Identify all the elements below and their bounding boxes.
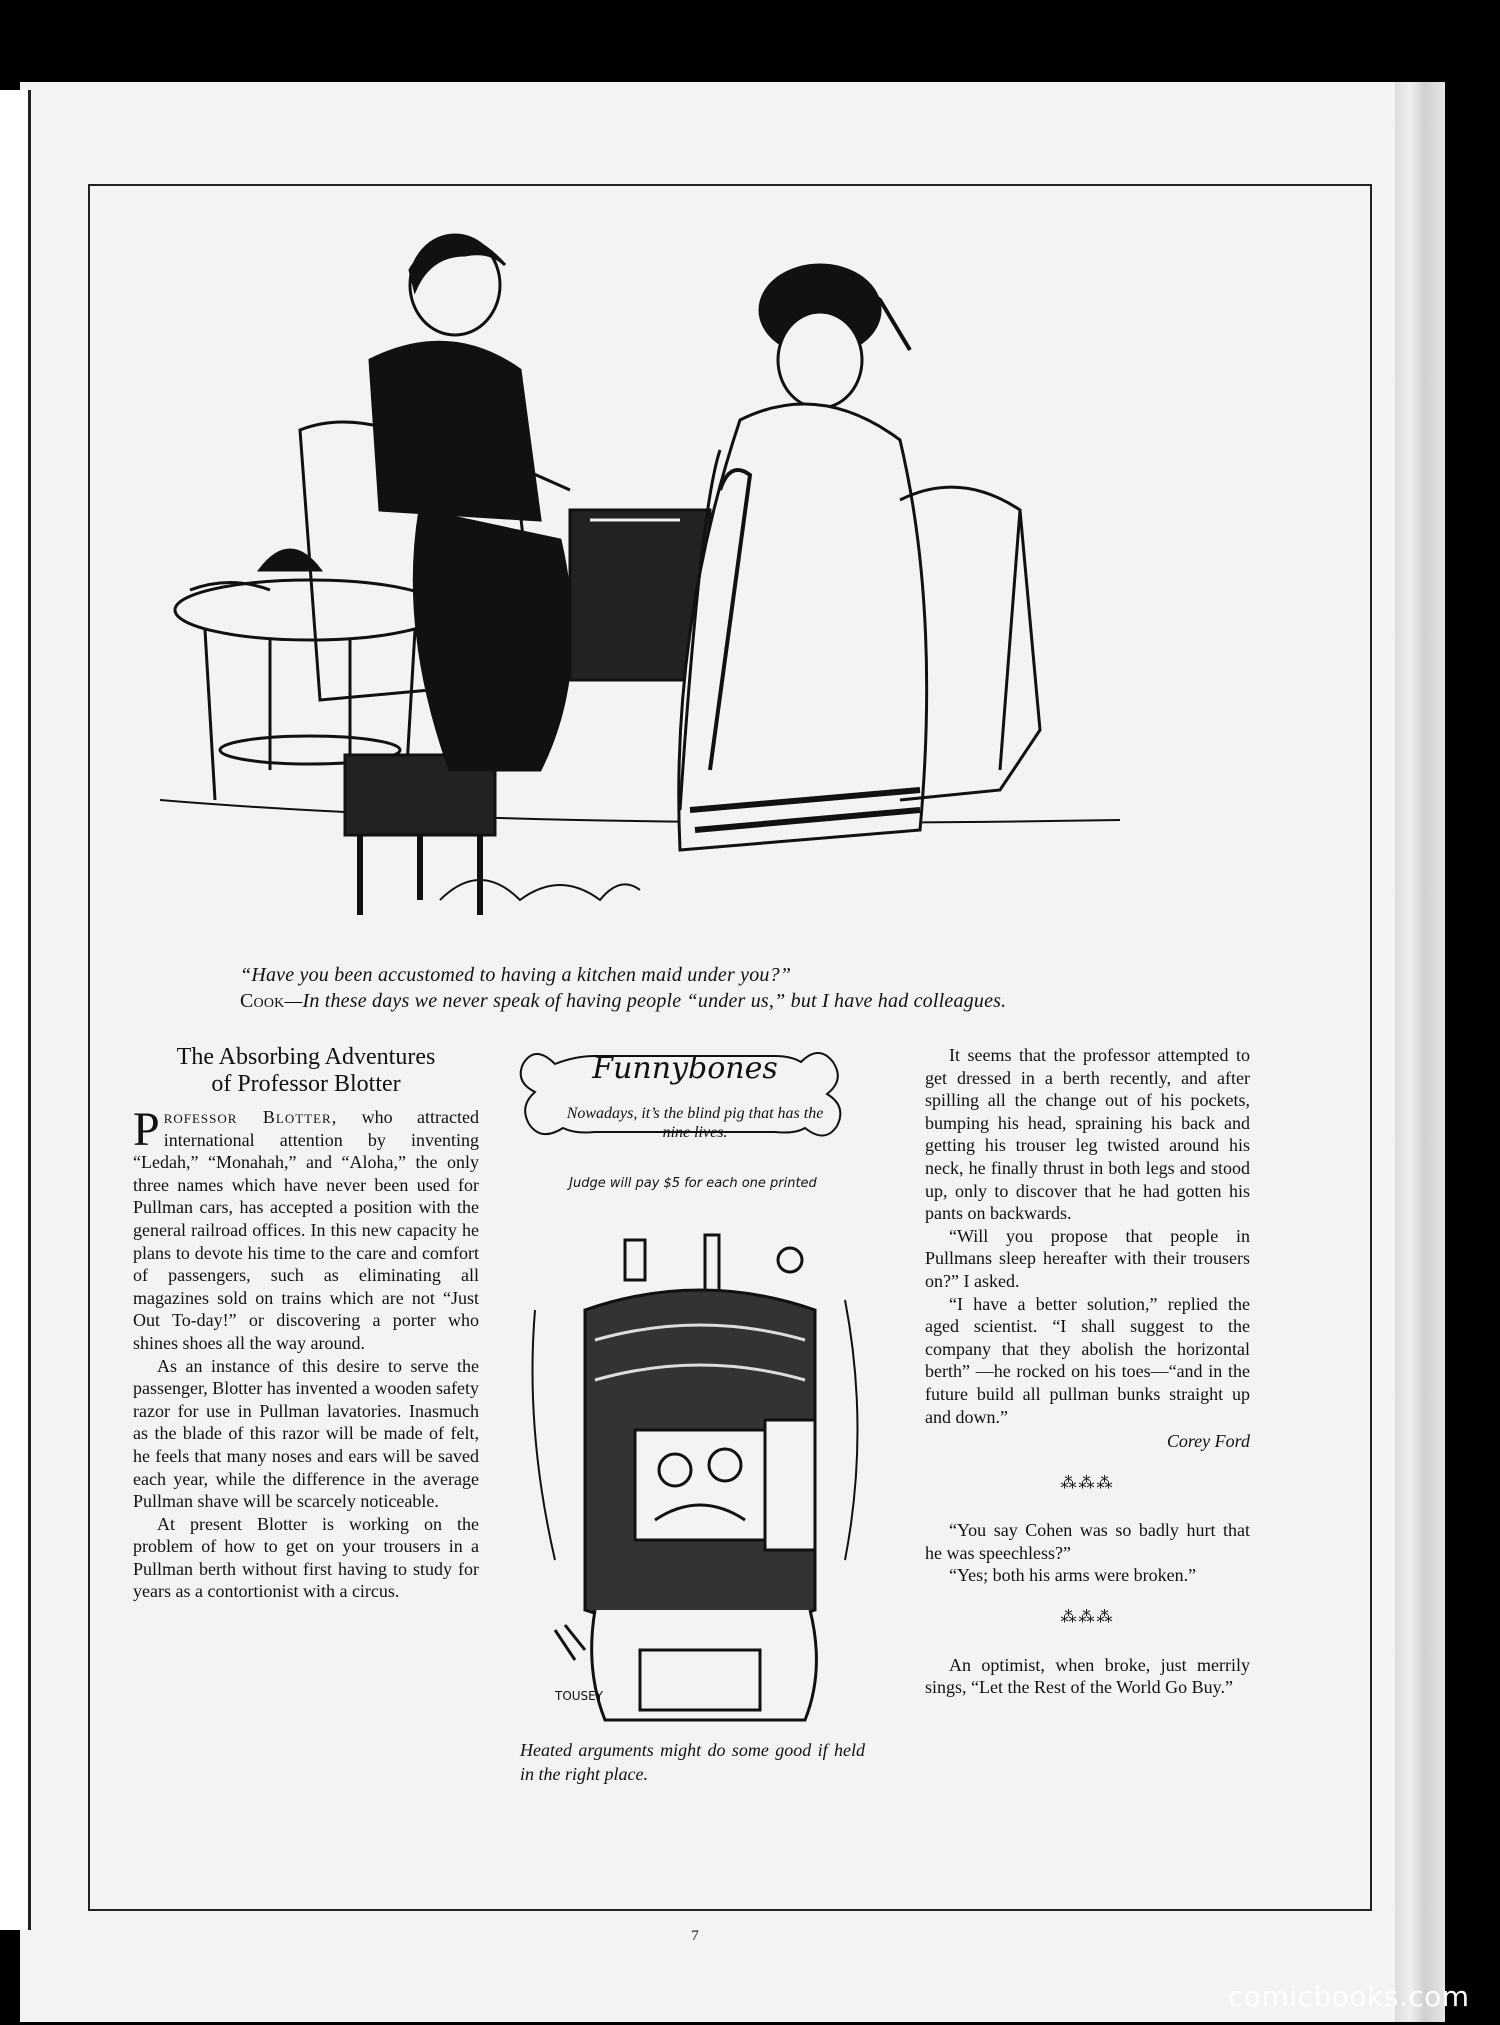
stove-cartoon-illustration [525, 1230, 875, 1730]
professor-blotter-article [133, 1044, 479, 1603]
article-paragraph: It seems that the professor attempted to get dressed in a berth recently, and after spilling all the change out of his pockets, bumping his head, spraining his back and getting his trouser leg twisted around his neck, he finally thrust in both legs and stood up, only to discover that he had gotten his pants on backwards. [925, 1045, 1250, 1224]
joke-optimist: An optimist, when broke, just merrily sings, “Let the Rest of the World Go Buy.” [925, 1654, 1250, 1698]
caption-speaker: Cook [240, 990, 285, 1012]
article-paragraph: “I have a better solution,” replied the aged scientist. “I shall suggest to the company that they abolish the horizontal berth” —he rocked on his toes—“and in the future build all pullman bunks straight up and down.” [925, 1293, 1250, 1427]
stove-signature: TOUSEY [555, 1689, 604, 1703]
cartoon-illustration [120, 210, 1230, 970]
headline-line-2: of Professor Blotter [211, 1071, 401, 1097]
article-paragraph: As an instance of this desire to serve the passenger, Blotter has invented a wooden safety razor for use in Pullman lavatories. Inasmuch as the blade of this razor will be made of felt, he feels that many noses and ears will be saved each year, while the difference in the average Pullman shave will be scarcely noticeable. [133, 1355, 479, 1512]
caption-line-2-text: —In these days we never speak of having people “under us,” but I have had colleagues. [284, 990, 1007, 1012]
caption-line-1: “Have you been accustomed to having a kitchen maid under you?” [240, 964, 792, 986]
article-paragraph: At present Blotter is working on the problem of how to get on your trousers in a Pullman berth without first having to study for years as a contortionist with a circus. [133, 1513, 479, 1602]
lead-smallcaps: rofessor Blotter, [163, 1107, 338, 1127]
page-number: 7 [691, 1928, 699, 1944]
separator: ⁂⁂⁂ [1060, 1609, 1115, 1627]
stove-caption: Heated arguments might do some good if held in the right place. [520, 1740, 865, 1784]
joke-question: “You say Cohen was so badly hurt that he was speechless?” [925, 1520, 1250, 1563]
funnybones-note: Judge will pay $5 for each one printed [569, 1176, 817, 1191]
paragraph-1-text: who attracted international attention by inventing “Ledah,” “Monahah,” and “Aloha,” the only three names which have never been used for Pullman cars, has accepted a position with the general railroad offices. In this new capacity he plans to devote his time to the care and comfort of passengers, such as eliminating all magazines sold on trains which are not “Just Out To-day!” or discovering a porter who shines shoes all the way around. [133, 1107, 479, 1353]
funnybones-joke: Nowadays, it’s the blind pig that has the nine lives. [566, 1105, 824, 1141]
separator: ⁂⁂⁂ [1060, 1474, 1115, 1492]
article-headline [133, 1044, 479, 1098]
caption-line-2 [240, 988, 1260, 1014]
author-signature: Corey Ford [1166, 1431, 1250, 1452]
right-column [925, 1044, 1250, 1699]
joke-answer: “Yes; both his arms were broken.” [949, 1565, 1197, 1586]
binding-edge [0, 90, 31, 1930]
site-watermark: comicbooks.com [1228, 1980, 1470, 2013]
article-paragraph [133, 1103, 479, 1355]
drop-cap: P [133, 1103, 160, 1156]
headline-line-1: The Absorbing Adventures [176, 1044, 436, 1070]
funnybones-title: Funnybones [592, 1051, 778, 1086]
article-paragraph: “Will you propose that people in Pullmans sleep hereafter with their trousers on?” I asked. [925, 1225, 1250, 1291]
page-stack-edge [1395, 82, 1445, 2022]
cartoon-caption [240, 962, 1260, 1014]
